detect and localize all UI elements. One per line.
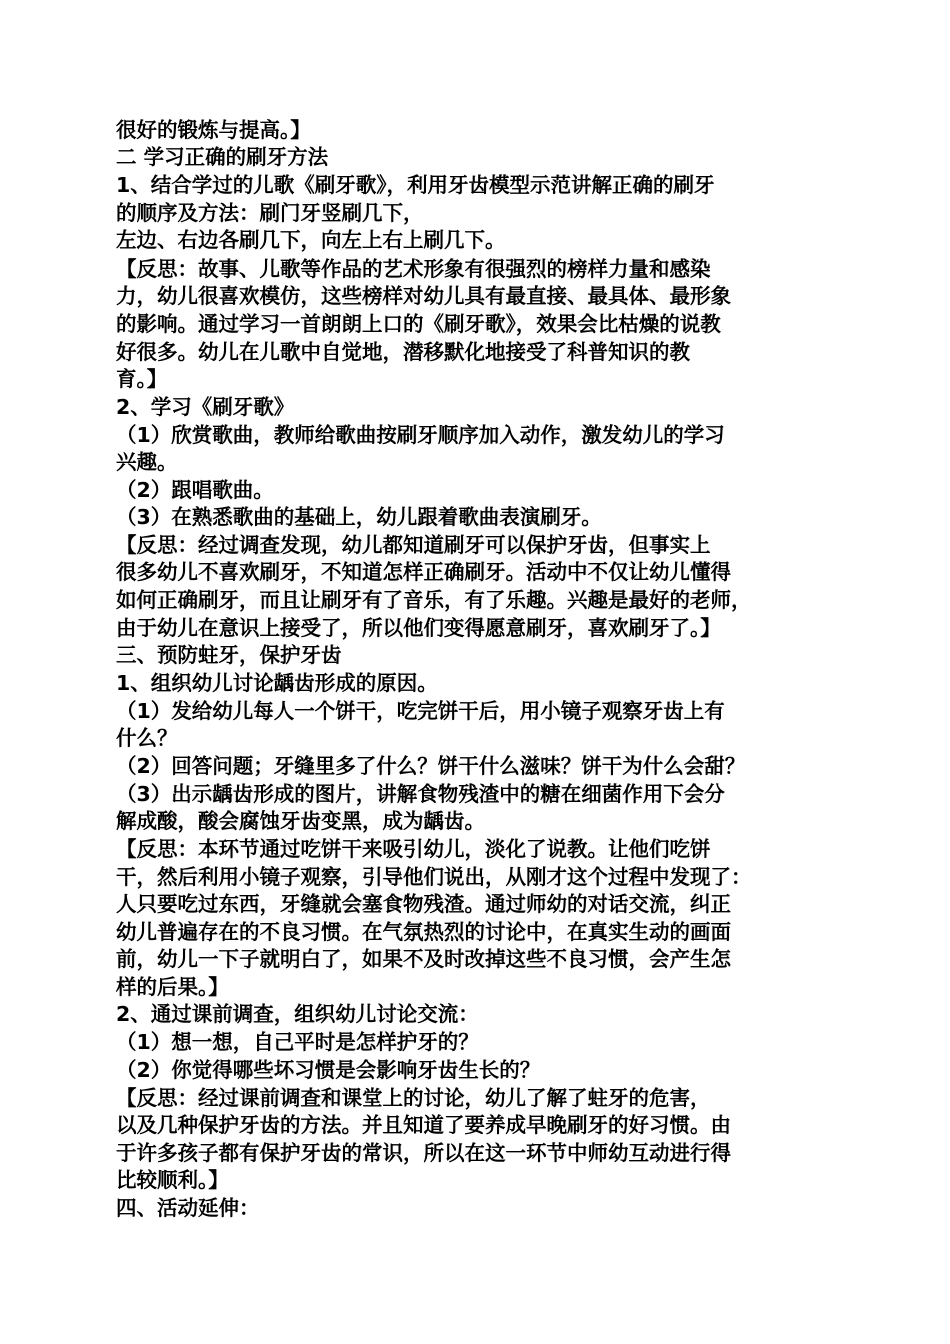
text-line: 以及几种保护牙齿的方法。并且知道了要养成早晚刷牙的好习惯。由 [116, 1113, 731, 1137]
text-line: 很多幼儿不喜欢刷牙，不知道怎样正确刷牙。活动中不仅让幼儿懂得 [116, 560, 731, 584]
section-heading: 四、活动延伸： [116, 1196, 260, 1220]
text-line: 干，然后利用小镜子观察，引导他们说出，从刚才这个过程中发现了： [116, 865, 752, 889]
text-line: （3）在熟悉歌曲的基础上，幼儿跟着歌曲表演刷牙。 [116, 505, 602, 529]
text-line: 好很多。幼儿在儿歌中自觉地，潜移默化地接受了科普知识的教 [116, 340, 690, 364]
section-heading: 二 学习正确的刷牙方法 [116, 145, 329, 169]
text-line: 的顺序及方法：刷门牙竖刷几下， [116, 201, 424, 225]
text-line: 【反思：故事、儿歌等作品的艺术形象有很强烈的榜样力量和感染 [116, 257, 711, 281]
section-heading: 三、预防蛀牙，保护牙齿 [116, 643, 342, 667]
text-line: 很好的锻炼与提高。】 [116, 118, 311, 142]
text-line: 什么？ [116, 726, 178, 750]
text-line: 解成酸，酸会腐蚀牙齿变黑，成为龋齿。 [116, 809, 485, 833]
text-line: （2）你觉得哪些坏习惯是会影响牙齿生长的？ [116, 1058, 541, 1082]
section-heading: 2、学习《刷牙歌》 [116, 395, 295, 419]
text-line: 比较顺利。】 [116, 1168, 229, 1192]
section-heading: 2、通过课前调查，组织幼儿讨论交流： [116, 1002, 479, 1026]
section-heading: 1、组织幼儿讨论龋齿形成的原因。 [116, 671, 438, 695]
text-line: （1）想一想，自己平时是怎样护牙的？ [116, 1030, 479, 1054]
text-line: 如何正确刷牙，而且让刷牙有了音乐，有了乐趣。兴趣是最好的老师， [116, 588, 752, 612]
text-line: 前，幼儿一下子就明白了，如果不及时改掉这些不良习惯，会产生怎 [116, 947, 731, 971]
text-line: 【反思：经过调查发现，幼儿都知道刷牙可以保护牙齿，但事实上 [116, 533, 711, 557]
text-line: 力，幼儿很喜欢模仿，这些榜样对幼儿具有最直接、最具体、最形象 [116, 284, 731, 308]
text-line: 育。】 [116, 367, 168, 391]
text-line: 于许多孩子都有保护牙齿的常识，所以在这一环节中师幼互动进行得 [116, 1141, 731, 1165]
text-line: （2）回答问题；牙缝里多了什么？饼干什么滋味？饼干为什么会甜？ [116, 754, 746, 778]
text-line: 【反思：本环节通过吃饼干来吸引幼儿，淡化了说教。让他们吃饼 [116, 837, 711, 861]
text-line: （2）跟唱歌曲。 [116, 478, 274, 502]
text-line: 由于幼儿在意识上接受了，所以他们变得愿意刷牙，喜欢刷牙了。】 [116, 616, 721, 640]
text-line: 的影响。通过学习一首朗朗上口的《刷牙歌》，效果会比枯燥的说教 [116, 312, 721, 336]
text-line: 兴趣。 [116, 450, 178, 474]
text-line: 【反思：经过课前调查和课堂上的讨论，幼儿了解了蛀牙的危害， [116, 1086, 711, 1110]
text-line: （1）欣赏歌曲，教师给歌曲按刷牙顺序加入动作，激发幼儿的学习 [116, 423, 725, 447]
text-line: 左边、右边各刷几下，向左上右上刷几下。 [116, 228, 506, 252]
text-line: 1、结合学过的儿歌《刷牙歌》，利用牙齿模型示范讲解正确的刷牙 [116, 173, 715, 197]
text-line: 幼儿普遍存在的不良习惯。在气氛热烈的讨论中，在真实生动的画面 [116, 920, 731, 944]
text-line: （3）出示龋齿形成的图片，讲解食物残渣中的糖在细菌作用下会分 [116, 782, 725, 806]
text-line: 人只要吃过东西，牙缝就会塞食物残渣。通过师幼的对话交流，纠正 [116, 892, 731, 916]
text-line: 样的后果。】 [116, 975, 229, 999]
text-line: （1）发给幼儿每人一个饼干，吃完饼干后，用小镜子观察牙齿上有 [116, 699, 725, 723]
